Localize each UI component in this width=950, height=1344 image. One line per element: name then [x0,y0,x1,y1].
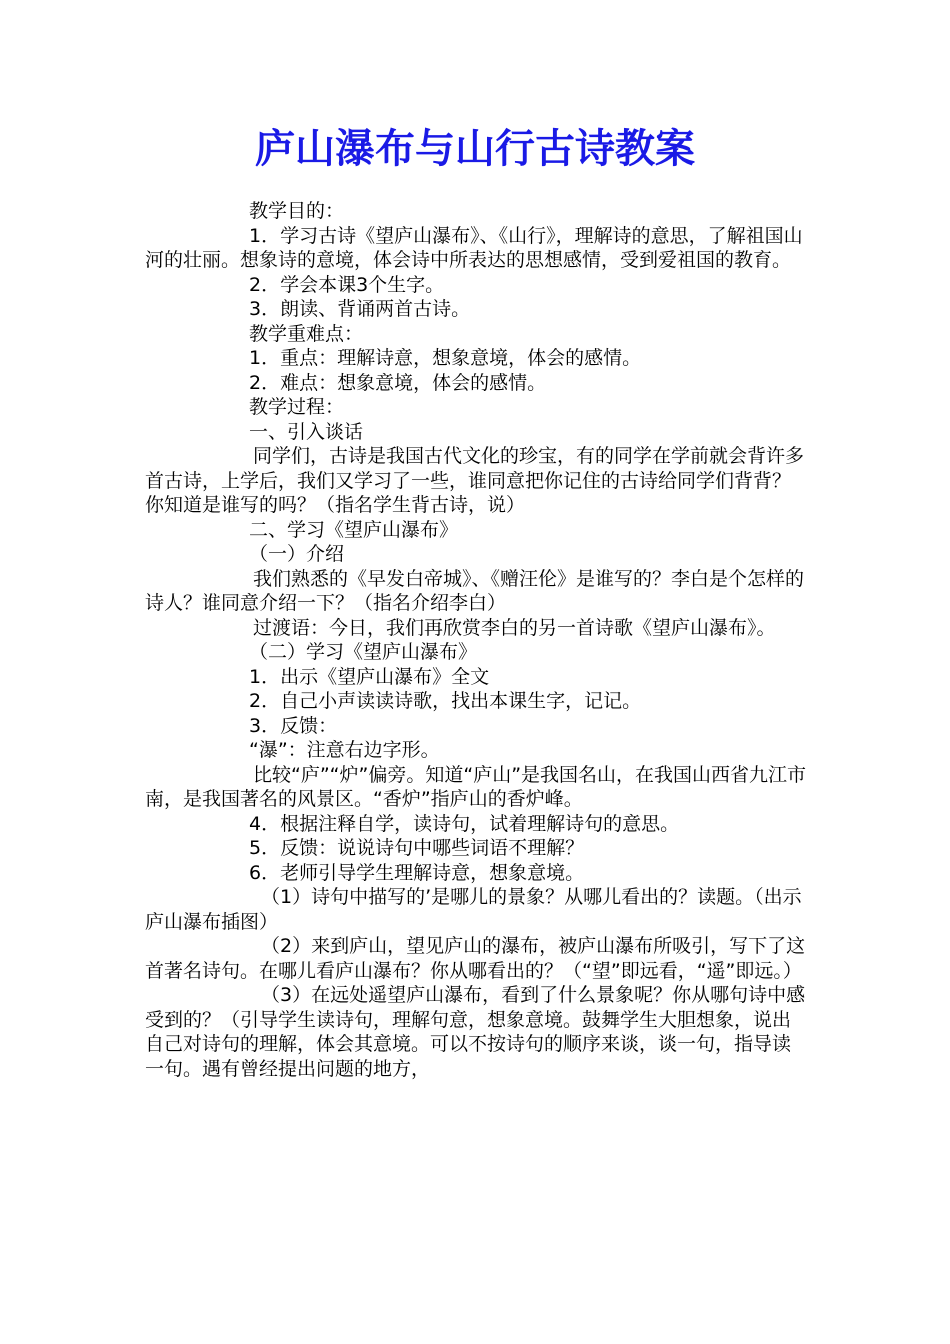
paragraph: 1．出示《望庐山瀑布》全文 [249,665,490,688]
paragraph: 教学重难点： [249,322,364,345]
paragraph: 我们熟悉的《早发白帝城》、《赠汪伦》是谁写的？李白是个怎样的诗人？谁同意介绍一下？（指名介绍李白） [145,567,805,614]
paragraph: （3）在远处遥望庐山瀑布，看到了什么景象呢？你从哪句诗中感受到的？（引导学生读诗句，理解句意，想象意境。鼓舞学生大胆想象，说出自己对诗句的理解，体会其意境。可以不按诗句的顺序来谈，谈一句，指导读一句。遇有曾经提出问题的地方， [145,984,806,1080]
document-body [145,199,809,1081]
paragraph: 1．重点：理解诗意，想象意境，体会的感情。 [249,347,642,369]
paragraph: 2．学会本课3个生字。 [249,273,445,296]
paragraph: 1．学习古诗《望庐山瀑布》、《山行》，理解诗的意思，了解祖国山河的壮丽。想象诗的意境，体会诗中所表达的思想感情，受到爱祖国的教育。 [145,224,803,271]
paragraph: 过渡语：今日，我们再欣赏李白的另一首诗歌《望庐山瀑布》。 [253,616,776,639]
paragraph: 3．朗读、背诵两首古诗。 [249,298,471,320]
paragraph: “瀑”：注意右边字形。 [249,739,440,761]
paragraph: 比较“庐”“炉”偏旁。知道“庐山”是我国名山，在我国山西省九江市南，是我国著名的风景区。“香炉”指庐山的香炉峰。 [145,763,807,810]
paragraph: （1）诗句中描写的’是哪儿的景象？从哪儿看出的？读题。（出示庐山瀑布插图） [145,886,802,933]
paragraph: 一、引入谈话 [249,420,364,443]
paragraph: 同学们，古诗是我国古代文化的珍宝，有的同学在学前就会背许多首古诗，上学后，我们又学习了一些，谁同意把你记住的古诗给同学们背背？你知道是谁写的吗？（指名学生背古诗，说） [145,445,805,516]
paragraph: 2．自己小声读读诗歌，找出本课生字，记记。 [249,690,642,712]
paragraph: （2）来到庐山，望见庐山的瀑布，被庐山瀑布所吸引，写下了这首著名诗句。在哪儿看庐山瀑布？你从哪看出的？（“望”即远看，“遥”即远。） [145,935,806,982]
paragraph: 教学过程： [249,396,345,418]
paragraph: 2．难点：想象意境，体会的感情。 [249,371,547,394]
paragraph: 6．老师引导学生理解诗意，想象意境。 [249,861,585,884]
document-title: 庐山瀑布与山行古诗教案 [255,125,695,172]
paragraph: 3．反馈： [249,714,338,737]
paragraph: 5．反馈：说说诗句中哪些词语不理解？ [249,837,585,859]
paragraph: 教学目的： [249,200,345,222]
paragraph: （二）学习《望庐山瀑布》 [249,641,478,663]
paragraph: （一）介绍 [249,543,345,565]
paragraph: 二、学习《望庐山瀑布》 [249,518,459,541]
paragraph: 4．根据注释自学，读诗句，试着理解诗句的意思。 [249,812,680,835]
